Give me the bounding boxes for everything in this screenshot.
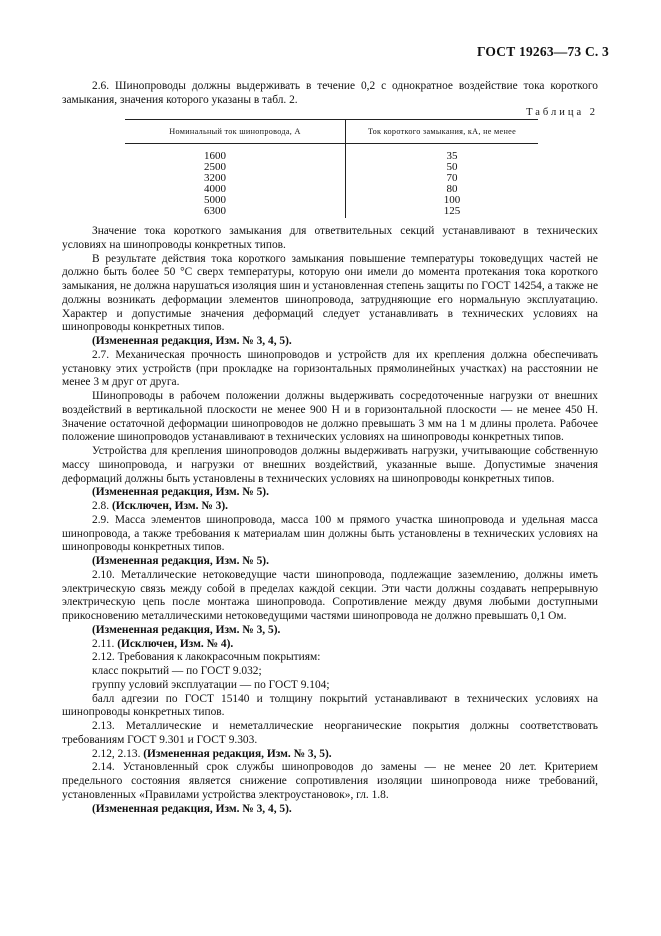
table-row — [125, 184, 538, 195]
paragraph: балл адгезии по ГОСТ 15140 и толщину покрытий устанавливают в технических условиях на шинопроводы конкретных типов. — [62, 692, 598, 719]
intro-block — [62, 80, 598, 108]
paragraph: 2.13. Металлические и неметаллические неорганические покрытия должны соответствовать требованиям ГОСТ 9.301 и ГОСТ 9.303. — [62, 720, 598, 746]
amendment-note: (Измененная редакция, Изм. № 3, 4, 5). — [92, 335, 292, 347]
table-header-short-circuit-current: Ток короткого замыкания, кА, не менее — [346, 120, 539, 144]
paragraph: 2.12, 2.13. (Измененная редакция, Изм. № 3, 5). — [92, 747, 332, 760]
cell-short-circuit-current: 50 — [446, 160, 458, 173]
paragraph-2-6: 2.6. Шинопроводы должны выдерживать в течение 0,2 с однократное воздействие тока короткого замыкания, значения которого указаны в табл. 2. — [62, 80, 598, 106]
cell-short-circuit-current: 70 — [446, 171, 458, 184]
cell-nominal-current: 5000 — [125, 195, 346, 206]
table-row — [125, 206, 538, 219]
cell-short-circuit-current: 100 — [443, 193, 461, 206]
table-body — [125, 144, 538, 219]
paragraph: 2.12. Требования к лакокрасочным покрытиям: — [92, 651, 321, 664]
cell-short-circuit-current: 35 — [446, 150, 458, 162]
cell-nominal-current: 3200 — [125, 173, 346, 184]
table-caption: Таблица 2 — [526, 107, 598, 118]
cell-short-circuit-current: 125 — [443, 204, 461, 217]
amendment-note: (Измененная редакция, Изм. № 3, 4, 5). — [92, 802, 292, 815]
amendment-note: (Измененная редакция, Изм. № 3, 5). — [92, 623, 281, 636]
table-row — [125, 173, 538, 184]
cell-nominal-current: 4000 — [125, 184, 346, 195]
paragraph: Шинопроводы в рабочем положении должны выдерживать сосредоточенные нагрузки от внешних воздействий в вертикальной плоскости не менее 900 Н и в горизонтальной плоскости — не менее 450 Н. Значение остаточной деформации шинопроводов не должно превышать 3 мм на 1 м длины пролета. Рабочее положение шинопроводов устанавливают в технических условиях на шинопроводы конкретных типов. — [62, 390, 598, 444]
table-2 — [125, 119, 538, 218]
paragraph: 2.11. (Исключен, Изм. № 4). — [92, 637, 234, 650]
paragraph: класс покрытий — по ГОСТ 9.032; — [92, 665, 262, 677]
paragraph: 2.14. Установленный срок службы шинопроводов до замены — не менее 20 лет. Критерием предельного состояния является снижение сопротивления изоляции шинопровода ниже требований, установленных «Правилами устройства электроустановок», гл. 1.8. — [62, 761, 598, 801]
paragraph: группу условий эксплуатации — по ГОСТ 9.104; — [92, 678, 330, 691]
body-text — [62, 225, 598, 816]
paragraph: 2.8. (Исключен, Изм. № 3). — [92, 500, 228, 512]
paragraph: Значение тока короткого замыкания для ответвительных секций устанавливают в технических условиях на шинопроводы конкретных типов. — [62, 225, 598, 251]
table-header-nominal-current: Номинальный ток шинопровода, А — [125, 120, 346, 144]
cell-nominal-current: 2500 — [125, 162, 346, 173]
cell-short-circuit-current: 80 — [446, 182, 458, 195]
page-header: ГОСТ 19263—73 С. 3 — [476, 44, 609, 59]
cell-nominal-current: 6300 — [125, 206, 346, 219]
table-row — [125, 195, 538, 206]
paragraph: 2.7. Механическая прочность шинопроводов и устройств для их крепления должна обеспечивать установку этих устройств (при прокладке на горизонтальных прямолинейных участках) на расстоянии не менее 3 м друг от друга. — [62, 348, 598, 389]
table-row — [125, 144, 538, 162]
paragraph: Устройства для крепления шинопроводов должны выдерживать нагрузки, учитывающие собственную массу шинопровода, и нагрузки от внешних воздействий, указанные выше. Допустимые значения деформаций должны быть установлены в технических условиях на шинопроводы конкретных типов. — [62, 445, 598, 485]
amendment-note: (Измененная редакция, Изм. № 5). — [92, 486, 269, 499]
cell-nominal-current: 1600 — [125, 144, 346, 162]
paragraph: В результате действия тока короткого замыкания повышение температуры токоведущих частей не должно быть более 50 °С сверх температуры, которую они имели до момента протекания тока короткого замыкания, не должна нарушаться изоляция шин и установленная степень защиты по ГОСТ 14254, а также не должны возникать деформации элементов шинопровода, затрудняющие его нормальную эксплуатацию. Характер и допустимые значения деформаций следует устанавливать в технических условиях на шинопроводы конкретных типов. — [62, 252, 598, 334]
paragraph: 2.10. Металлические нетоковедущие части шинопровода, подлежащие заземлению, должны иметь электрическую связь между собой в пределах каждой секции. Эти части должны создавать непрерывную электрическую цепь после монтажа шинопровода. Сопротивление между двумя любыми доступными прикосновению металлическими нетоковедущими частями шинопровода не должно превышать 0,1 Ом. — [62, 568, 598, 622]
table-row — [125, 162, 538, 173]
paragraph: 2.9. Масса элементов шинопровода, масса 100 м прямого участка шинопровода и удельная масса шинопровода, а также требования к материалам шин должны быть установлены в технических условиях на шинопроводы конкретных типов. — [62, 513, 598, 554]
amendment-note: (Измененная редакция, Изм. № 5). — [92, 555, 269, 567]
